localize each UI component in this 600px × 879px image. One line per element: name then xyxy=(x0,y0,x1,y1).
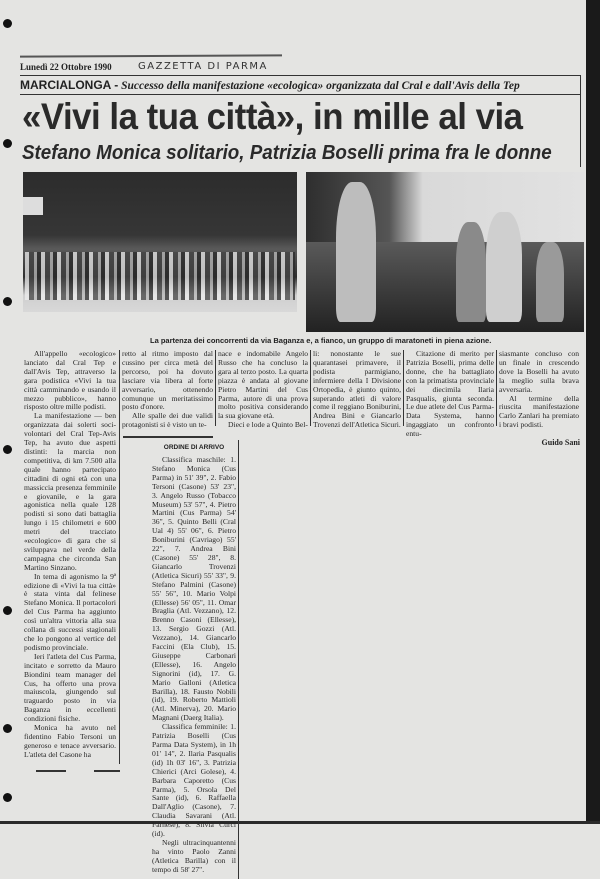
paragraph: siasmante concluso con un finale in crescendo dove la Boselli ha avuto la meglio sulla brava avversaria. xyxy=(499,349,579,394)
article-column-2 xyxy=(122,350,213,430)
article-column-4 xyxy=(313,350,401,430)
paragraph: Al termine della riuscita manifestazione Carlo Zanlari ha premiato i bravi podisti. xyxy=(499,393,579,430)
paragraph: retto al ritmo imposto dal cussino per circa metà del percorso, poi ha dovuto lasciare via libera al forte avversario, ottenendo comunque un meritatissimo posto d'onore. xyxy=(122,349,213,412)
paragraph: li: nonostante le sue quarantasei primavere, il podista parmigiano, infermiere della I Divisione Ortopedia, è giunto quinto, superando atleti di valore come il reggiano Boniburini, Andrea Bini e Giancarlo Trovenzi dell'Atletica Sicuri. xyxy=(313,349,401,430)
right-border xyxy=(580,75,581,167)
photo-runners-in-action xyxy=(306,172,584,332)
photo-runner xyxy=(486,212,522,322)
author-signature: Guido Sani xyxy=(541,438,580,447)
photo-race-start xyxy=(23,172,297,312)
photo-street-sign xyxy=(23,197,43,215)
box-top-rule xyxy=(123,436,213,438)
photo-caption: La partenza dei concorrenti da via Baganza e, a fianco, un gruppo di maratoneti in piena azione. xyxy=(150,336,492,345)
column-separator xyxy=(403,350,404,426)
handwritten-newspaper-name: GAZZETTA DI PARMA xyxy=(138,61,268,72)
photo-runners-crowd xyxy=(25,252,295,300)
headline: «Vivi la tua città», in mille al via xyxy=(22,96,523,137)
kicker-rule xyxy=(20,94,580,95)
photo-runner xyxy=(336,182,376,322)
column-separator xyxy=(215,350,216,426)
paragraph: nace e indomabile Angelo Russo che ha concluso la gara al terzo posto. La quarta piazza è andata al giovane Pietro Martini del Cus Parma, autore di una prova molto positiva considerando la sua giovane età. xyxy=(218,349,308,421)
kicker xyxy=(20,78,580,94)
results-box xyxy=(152,456,236,875)
subheadline: Stefano Monica solitario, Patrizia Boselli prima fra le donne xyxy=(22,142,552,164)
punch-hole xyxy=(3,793,12,802)
results-over-fifty: Negli ultracinquantenni ha vinto Paolo Zanni (Atletica Barilla) con il tempo di 58' 27". xyxy=(152,837,236,874)
column-separator xyxy=(119,350,120,764)
top-divider xyxy=(20,54,282,57)
paragraph: Ieri l'atleta del Cus Parma, incitato e sorretto da Mauro Biondini team manager del Cus, ha offerto una prova maiuscola, giungendo sul traguardo posto in via Baganza in eccellenti condizioni fisiche. xyxy=(24,651,116,724)
photo-runner xyxy=(456,222,486,322)
article-column-5 xyxy=(406,350,494,439)
paragraph: Citazione di merito per Patrizia Boselli, prima delle donne, che ha battagliato con la primatista provinciale dei diecimila Ilaria Pasqualis, giunta seconda. Le due atlete del Cus Parma-Data Systema, hanno ingaggiato un confronto entu- xyxy=(406,349,494,439)
photo-runner xyxy=(536,242,564,322)
article-column-1 xyxy=(24,350,116,760)
results-title: ORDINE DI ARRIVO xyxy=(163,444,225,451)
punch-hole xyxy=(3,139,12,148)
punch-hole xyxy=(3,445,12,454)
paragraph: All'appello «ecologico» lanciato dal Cral Tep e dall'Avis Tep, attraverso la gara podistica «Vivi la tua città camminando e usando il mezzo pubblico», hanno risposto oltre mille podisti. xyxy=(24,349,116,412)
kicker-text: Successo della manifestazione «ecologica» organizzata dal Cral e dall'Avis della Tep xyxy=(121,80,520,92)
punch-hole xyxy=(3,606,12,615)
paragraph: Dieci e lode a Quinto Bel- xyxy=(228,420,308,430)
punch-hole xyxy=(3,19,12,28)
column-separator xyxy=(496,350,497,426)
punch-hole xyxy=(3,724,12,733)
paragraph: Monica ha avuto nel fidentino Fabio Tersoni un generoso e tenace avversario. L'atleta del Casone ha xyxy=(24,723,116,759)
article-column-3 xyxy=(218,350,308,430)
paragraph: In tema di agonismo la 9ª edizione di «Vivi la tua città» è stata vinta dal felinese Stefano Monica. Il portacolori del Cus Parma ha aggiunto così un'altra vittoria alla sua collana di successi stagionali che lo pongono al vertice del podismo provinciale. xyxy=(24,571,116,652)
results-men: Classifica maschile: 1. Stefano Monica (Cus Parma) in 51' 39", 2. Fabio Tersoni (Casone) 53' 23", 3. Angelo Russo (Tobacco Museum) 53' 57", 4. Pietro Martini (Cus Parma) 54' 36", 5. Quinto Belli (Cral Ual 4) 55' 06", 6. Pietro Boniburini (Cavriago) 55' 22", 7. Andrea Bini (Casone) 55' 28", 8. Giancarlo Trovenzi (Atletica Sicuri) 55' 33", 9. Stefano Palmini (Casone) 55' 56", 10. Mario Volpi (Ellesse) 56' 05", 11. Omar Braglia (Atl. Vezzano), 12. Brenno Casoni (Ellesse), 13. Sergio Gozzi (Atl. Vezzano), 14. Giancarlo Faccini (Ela Club), 15. Giuseppe Carbonari (Ellesse), 16. Angelo Signorini (id), 17. G. Mario Galloni (Atletica Barilla), 18. Fausto Nobili (id), 19. Roberto Mattioli (Atl. Minerva), 20. Mario Magnani (Daerg Italia). xyxy=(152,455,236,723)
results-box-border xyxy=(238,440,239,879)
kicker-tag: MARCIALONGA - xyxy=(20,78,119,92)
scan-page-edge xyxy=(586,0,600,824)
publication-date: Lunedì 22 Ottobre 1990 xyxy=(20,62,112,72)
end-rule xyxy=(36,770,66,772)
end-rule xyxy=(94,770,120,772)
header-rule xyxy=(20,75,580,76)
punch-hole xyxy=(3,297,12,306)
results-women: Classifica femminile: 1. Patrizia Boselli (Cus Parma Data System), in 1h 01' 14", 2. Ilaria Pasqualis (id) 1h 03' 16", 3. Patrizia Chierici (Arci Golese), 4. Barbara Caporetto (Cus Parma), 5. Orsola Del Sante (id), 6. Raffaella Dall'Aglio (Casone), 7. Claudia Savarani (Atl. Farnese), 8. Silvia Curci (id). xyxy=(152,722,236,839)
column-separator xyxy=(310,350,311,426)
paragraph: Alle spalle dei due validi protagonisti si è visto un te- xyxy=(122,411,213,430)
paragraph: La manifestazione — ben organizzata dai solerti soci-volontari del Cral Tep-Avis Tep, ha avuto due aspetti distinti: la marcia non competitiva, di km 7.500 alla quale hanno partecipato cittadini di ogni età con una massiccia presenza femminile e giovanile, e la gara agonistica nella quale 128 podisti si sono dati battaglia lungo i 15 chilometri e 600 metri del tracciato «ecologico» di gara che si sviluppava nel verde della campagna che circonda San Martino Sinzano. xyxy=(24,411,116,572)
article-column-6 xyxy=(499,350,579,430)
